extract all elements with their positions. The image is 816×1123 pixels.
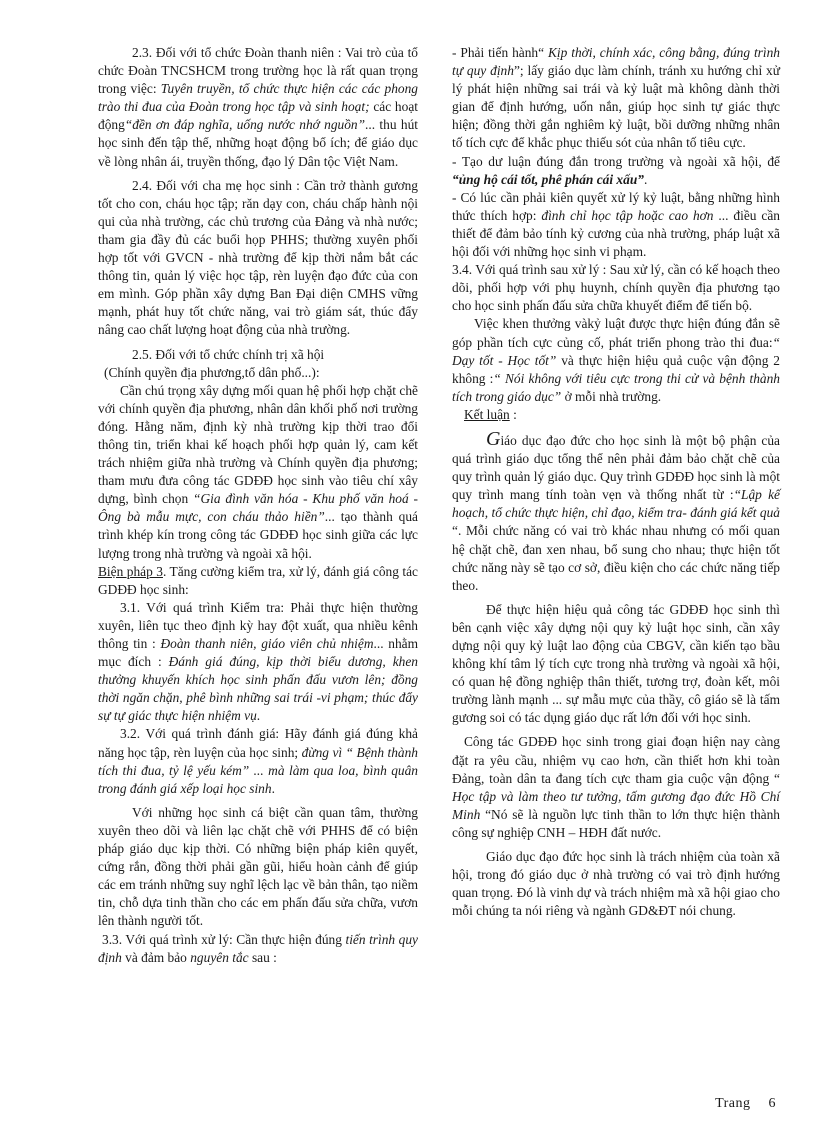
timely-handling-paragraph: - Phải tiến hành“ Kịp thời, chính xác, công bằng, đúng trình tự quy định”; lấy giáo dục làm chính, tránh xu hướng chỉ xử lý phát hiện những sai trái và kỷ luật mà không dành thời gian để định hướng, uốn nắn, giúp học sinh tự giác thực hiện; đồng thời gắn nghiêm kỷ luật, bồi dưỡng những nhân tố tích cực để khắc phục thiếu sót của nhân tố tiêu cực. xyxy=(452,45,780,151)
measure-3-heading: Biện pháp 3. Tăng cường kiểm tra, xử lý, đánh giá công tác GDĐĐ học sinh: xyxy=(98,563,418,597)
section-3-2-paragraph: 3.2. Với quá trình đánh giá: Hãy đánh giá đúng khả năng học tập, rèn luyện của học sinh; đừng vì “ Bệnh thành tích thi đua, tỷ lệ yếu kém” ... mà làm qua loa, bình quân trong đánh giá xếp loại học sinh. xyxy=(98,726,418,796)
section-2-5-subheading: (Chính quyền địa phương,tổ dân phố...): xyxy=(104,364,320,380)
conclusion-paragraph-3: Công tác GDĐĐ học sinh trong giai đoạn hiện nay càng đặt ra yêu cầu, nhiệm vụ cao hơn, cần thiết hơn khi toàn Đảng, toàn dân ta đang tích cực tham gia cuộc vận động “ Học tập và làm theo tư tưởng, tấm gương đạo đức Hồ Chí Minh “Nó sẽ là nguồn lực tinh thần to lớn thực hiện thành công sự nghiệp CNH – HĐH đất nước. xyxy=(452,734,780,840)
reward-discipline-paragraph: Việc khen thưởng vàkỷ luật được thực hiện đúng đắn sẽ góp phần tích cực củng cố, phát triển phong trào thi đua:“ Dạy tốt - Học tốt” và thực hiện hiệu quả cuộc vận động 2 không :“ Nói không với tiêu cực trong thi cử và bệnh thành tích trong giáo dục” ở mỗi nhà trường. xyxy=(452,316,780,404)
section-3-4-paragraph: 3.4. Với quá trình sau xử lý : Sau xử lý, cần có kế hoạch theo dõi, phối hợp với phụ huynh, chính quyền địa phương tạo cho học sinh phấn đấu sửa chữa khuyết điểm để tiến bộ. xyxy=(452,262,780,314)
section-2-3-paragraph: 2.3. Đối với tổ chức Đoàn thanh niên : Vai trò của tổ chức Đoàn TNCSHCM trong trường học là rất quan trọng trong việc: Tuyên truyền, tổ chức thực hiện các các phong trào thi đua của Đoàn trong học tập và sinh hoạt; các hoạt động“đền ơn đáp nghĩa, uống nước nhớ nguồn”... thu hút học sinh đến tập thể, những hoạt động bổ ích; để giáo dục về lòng nhân ái, truyền thống, đạo lý Dân tộc Việt Nam. xyxy=(98,45,419,169)
left-column xyxy=(98,44,418,967)
page-footer xyxy=(715,1096,776,1112)
conclusion-paragraph-2: Để thực hiện hiệu quả công tác GDĐĐ học sinh thì bên cạnh việc xây dựng nội quy kỷ luật học sinh, cần xây dựng nội quy kỷ luật lao động của CBGV, cần kiến tạo bầu không khí tâm lý tích cực trong nhà trường và ngoài xã hội, có quan hệ đồng nghiệp thân thiết, tương trợ, đoàn kết, môi trường lành mạnh ... sự mẫu mực của thầy, cô giáo sẽ là tấm gương soi có tác dụng giáo dục rất lớn đối với học sinh. xyxy=(452,601,780,726)
page-number: 6 xyxy=(768,1096,776,1111)
section-3-1-paragraph: 3.1. Với quá trình Kiểm tra: Phải thực hiện thường xuyên, liên tục theo định kỳ hay đột xuất, qua nhiều kênh thông tin : Đoàn thanh niên, giáo viên chủ nhiệm... nhằm mục đích : Đánh giá đúng, kịp thời biểu dương, khen thưởng khuyến khích học sinh phấn đấu vươn lên; đồng thời ngăn chặn, phê bình những sai trái -vi phạm; thúc đẩy sự tự giác thực hiện nhiệm vụ. xyxy=(98,599,419,724)
conclusion-heading: Kết luận : xyxy=(464,406,517,422)
section-2-5-paragraph: Cần chú trọng xây dựng mối quan hệ phối hợp chặt chẽ với chính quyền địa phương, nhân dân khối phố nơi trường đóng. Hằng năm, định kỳ nhà trường kịp thời trao đổi thông tin, triển khai kế hoạch phối hợp quản lý, cam kết trách nhiệm giữa nhà trường và Chính quyền địa phương; tham mưu đưa công tác GDĐĐ học sinh vào tiêu chí xây dựng, bình chọn “Gia đình văn hóa - Khu phố văn hoá - Ông bà mẫu mực, con cháu thảo hiền”... tạo thành quá trình khép kín trong công tác GDĐĐ học sinh giữa các lực lượng trong nhà trường và ngoài xã hội. xyxy=(98,382,418,561)
conclusion-paragraph-1: Giáo dục đạo đức cho học sinh là một bộ phận của quá trình giáo dục tổng thể nên phải đảm bảo chặt chẽ của quy trình quản lý giáo dục. Quy trình GDĐĐ học sinh là một quy trình mang tính toàn vẹn và thống nhất từ :“Lập kế hoạch, tổ chức thực hiện, chỉ đạo, kiểm tra- đánh giá kết quả “. Mỗi chức năng có vai trò khác nhau nhưng có mối quan hệ chặt chẽ, đan xen nhau, bổ sung cho nhau; thực hiện tốt chức năng này sẽ tạo cơ sở, điều kiện cho các chức năng tiếp theo. xyxy=(452,427,780,593)
public-opinion-paragraph: - Tạo dư luận đúng đắn trong trường và ngoài xã hội, để “ủng hộ cái tốt, phê phán cái xấu”. xyxy=(452,153,780,187)
discipline-paragraph: - Có lúc cần phải kiên quyết xử lý kỷ luật, bằng những hình thức thích hợp: đình chỉ học tập hoặc cao hơn ... điều cần thiết để đảm bảo tính kỷ cương của nhà trường, pháp luật xã hội đối với những học sinh vi phạm. xyxy=(452,189,780,260)
section-3-3-paragraph: 3.3. Với quá trình xử lý: Cần thực hiện đúng tiến trình quy định và đảm bảo nguyên tắc sau : xyxy=(98,931,419,965)
page-label: Trang xyxy=(715,1096,751,1111)
special-students-paragraph: Với những học sinh cá biệt cần quan tâm, thường xuyên theo dõi và liên lạc chặt chẽ với PHHS để có biện pháp giáo dục kịp thời. Có những biện pháp kiên quyết, cứng rắn, đồng thời phải gần gũi, hiểu hoàn cảnh để giúp các em tránh những suy nghĩ lệch lạc về bản thân, tạo niềm tin, chỗ dựa tinh thần cho các em phấn đấu sửa chữa, vươn lên thành người tốt. xyxy=(98,804,418,929)
section-2-4-paragraph: 2.4. Đối với cha mẹ học sinh : Cần trở thành gương tốt cho con, cháu học tập; răn dạy con, cháu chấp hành nội qui của nhà trường, các chủ trương của Đảng và nhà nước; tham gia đầy đủ các buổi họp PHHS; thường xuyên phối hợp tốt với GVCN - nhà trường để kịp thời nắm bắt các thông tin, quản lý việc học tập, rèn luyện đạo đức của con em mình. Góp phần xây dựng Ban Đại diện CMHS vững mạnh, phát huy tốt chức năng, vai trò giám sát, thúc đẩy nâng cao chất lượng hoạt động của nhà trường. xyxy=(98,177,418,338)
section-2-5-heading: 2.5. Đối với tổ chức chính trị xã hội xyxy=(132,346,325,362)
conclusion-paragraph-4: Giáo dục đạo đức học sinh là trách nhiệm của toàn xã hội, trong đó giáo dục ở nhà trường có vai trò định hướng quan trọng. Đó là vinh dự và trách nhiệm mà xã hội giao cho mỗi chúng ta nói riêng và ngành GD&ĐT nói chung. xyxy=(452,849,780,919)
right-column xyxy=(452,44,780,920)
